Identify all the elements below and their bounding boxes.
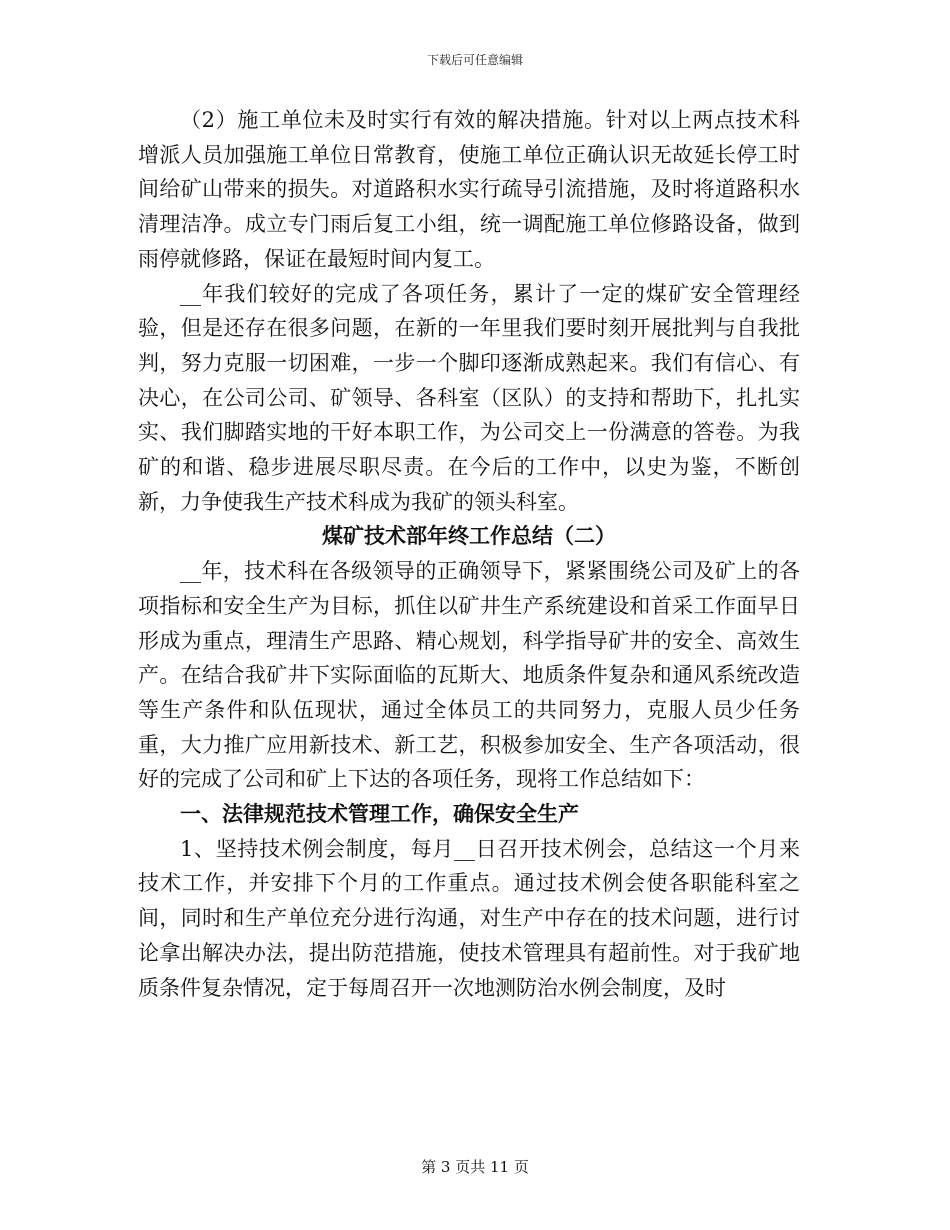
body-paragraph: __年，技术科在各级领导的正确领导下，紧紧围绕公司及矿上的各项指标和安全生产为目标，抓住以矿井生产系统建设和首采工作面早日形成为重点，理清生产思路、精心规划，科学指导矿井的安全、高效生产。在结合我矿井下实际面临的瓦斯大、地质条件复杂和通风系统改造等生产条件和队伍现状，通过全体员工的共同努力，克服人员少任务重，大力推广应用新技术、新工艺，积极参加安全、生产各项活动，很好的完成了公司和矿上下达的各项任务，现将工作总结如下： [138, 559, 800, 792]
page-footer: 第 3 页共 11 页 [421, 1158, 529, 1176]
body-paragraph: （2）施工单位未及时实行有效的解决措施。针对以上两点技术科增派人员加强施工单位日常教育，使施工单位正确认识无故延长停工时间给矿山带来的损失。对道路积水实行疏导引流措施，及时将道路积水清理洁净。成立专门雨后复工小组，统一调配施工单位修路设备，做到雨停就修路，保证在最短时间内复工。 [138, 108, 800, 271]
body-paragraph: 1、坚持技术例会制度，每月__日召开技术例会，总结这一个月来技术工作，并安排下个月的工作重点。通过技术例会使各职能科室之间，同时和生产单位充分进行沟通，对生产中存在的技术问题，进行讨论拿出解决办法，提出防范措施，使技术管理具有超前性。对于我矿地质条件复杂情况，定于每周召开一次地测防治水例会制度，及时 [138, 836, 800, 1000]
body-paragraph: __年我们较好的完成了各项任务，累计了一定的煤矿安全管理经验，但是还存在很多问题，在新的一年里我们要时刻开展批判与自我批判，努力克服一切困难，一步一个脚印逐渐成熟起来。我们有信心、有决心，在公司公司、矿领导、各科室（区队）的支持和帮助下，扎扎实实、我们脚踏实地的干好本职工作，为公司交上一份满意的答卷。为我矿的和谐、稳步进展尽职尽责。在今后的工作中，以史为鉴，不断创新，力争使我生产技术科成为我矿的领头科室。 [138, 281, 800, 514]
section-heading: 一、法律规范技术管理工作，确保安全生产 [180, 801, 579, 827]
page-header: 下载后可任意编辑 [426, 53, 523, 67]
section-title: 煤矿技术部年终工作总结（二） [322, 523, 616, 549]
document-body [138, 103, 800, 1005]
